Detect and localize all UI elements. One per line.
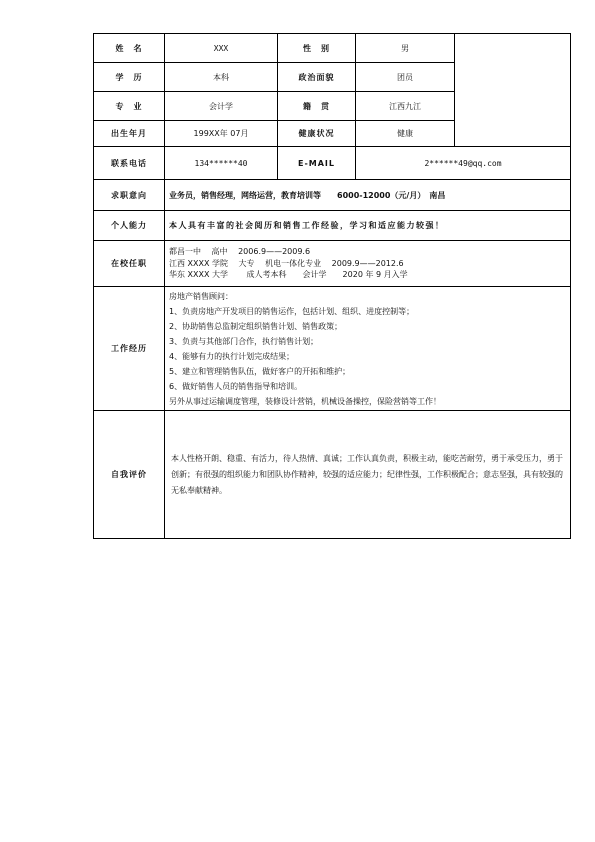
work-item: 5、建立和管理销售队伍，做好客户的开拓和维护； [169, 366, 351, 376]
intent-value: 业务员，销售经理，网络运营，教育培训等 6000-12000（元/月） 南昌 [165, 180, 571, 211]
work-item: 3、负责与其他部门合作，执行销售计划； [169, 336, 319, 346]
intent-label: 求职意向 [94, 180, 165, 211]
school-item: 江西 XXXX 学院 大专 机电一体化专业 2009.9——2012.6 [169, 258, 404, 268]
row-self-eval [94, 411, 571, 539]
work-item: 另外从事过运输调度管理，装修设计营销，机械设备操控，保险营销等工作！ [169, 396, 441, 406]
school-label: 在校任职 [94, 241, 165, 287]
politics-label: 政治面貌 [278, 63, 356, 92]
email-value: 2******49@qq.com [356, 147, 571, 180]
school-item: 都昌一中 高中 2006.9——2009.6 [169, 247, 311, 257]
politics-value: 团员 [356, 63, 455, 92]
education-value: 本科 [165, 63, 278, 92]
major-label: 专 业 [94, 92, 165, 121]
photo-box [455, 34, 571, 147]
work-list [165, 287, 571, 411]
self-eval-label: 自我评价 [94, 411, 165, 539]
health-value: 健康 [356, 121, 455, 147]
school-item: 华东 XXXX 大学 成人考本科 会计学 2020 年 9 月入学 [169, 270, 408, 280]
row-ability [94, 211, 571, 241]
row-school [94, 241, 571, 287]
education-label: 学 历 [94, 63, 165, 92]
name-value: XXX [165, 34, 278, 63]
name-label: 姓 名 [94, 34, 165, 63]
resume-table [93, 33, 571, 539]
row-work [94, 287, 571, 411]
gender-label: 性 别 [278, 34, 356, 63]
origin-label: 籍 贯 [278, 92, 356, 121]
ability-label: 个人能力 [94, 211, 165, 241]
work-label: 工作经历 [94, 287, 165, 411]
birth-value: 199XX年 07月 [165, 121, 278, 147]
self-eval-value: 本人性格开朗、稳重、有活力，待人热情、真诚；工作认真负责，积极主动，能吃苦耐劳，勇于承受压力，勇于创新；有很强的组织能力和团队协作精神，较强的适应能力；纪律性强，工作积极配合；意志坚强，具有较强的无私奉献精神。 [165, 411, 571, 539]
row-intent [94, 180, 571, 211]
work-item: 2、协助销售总监制定组织销售计划、销售政策； [169, 321, 343, 331]
phone-value: 134******40 [165, 147, 278, 180]
work-item: 4、能够有力的执行计划完成结果； [169, 351, 295, 361]
school-list [165, 241, 571, 287]
row-name [94, 34, 571, 63]
phone-label: 联系电话 [94, 147, 165, 180]
gender-value: 男 [356, 34, 455, 63]
work-item: 6、做好销售人员的销售指导和培训。 [169, 381, 303, 391]
health-label: 健康状况 [278, 121, 356, 147]
ability-value: 本人具有丰富的社会阅历和销售工作经验，学习和适应能力较强！ [165, 211, 571, 241]
work-item: 房地产销售顾问： [169, 291, 233, 301]
origin-value: 江西九江 [356, 92, 455, 121]
row-contact [94, 147, 571, 180]
email-label: E-MAIL [278, 147, 356, 180]
work-item: 1、负责房地产开发项目的销售运作，包括计划、组织、进度控制等； [169, 306, 415, 316]
birth-label: 出生年月 [94, 121, 165, 147]
major-value: 会计学 [165, 92, 278, 121]
